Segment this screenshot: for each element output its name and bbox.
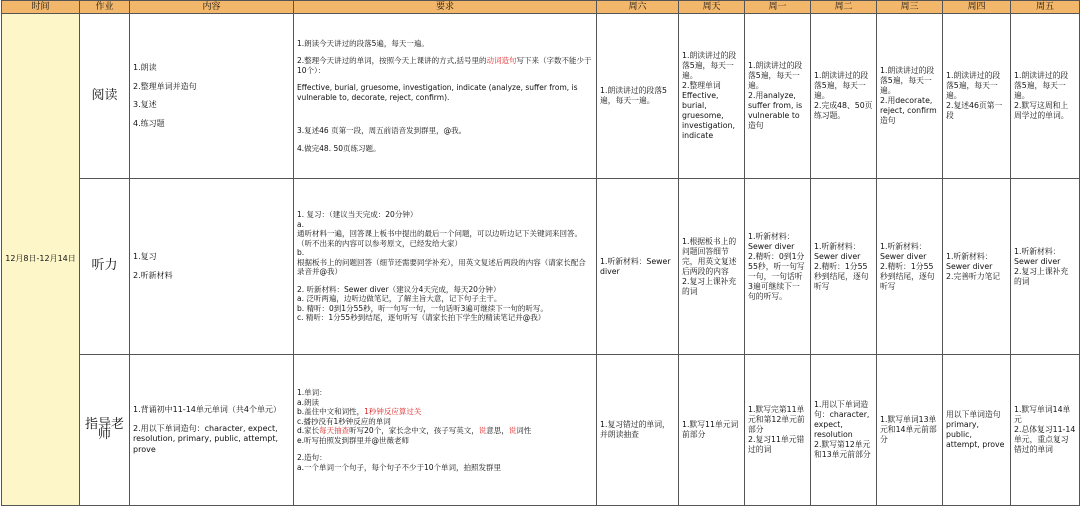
header-thu: 周四: [943, 1, 1011, 14]
day-mon: 1.听新材料：Sewer diver 2.精听：0到1分55秒，听一句写一句，一句话听3遍可继续下一句的听写。: [745, 179, 811, 355]
time-range-cell: 12月8日-12月14日: [2, 14, 80, 506]
requirement-cell: 1. 复习：（建议当天完成：20分钟） a. 通听材料一遍，回答课上板书中提出的最后一个问题，可以边听边记下关键词来回答。（听不出来的内容可以参考原文，已经发给大家） b. 根据板书上的问题回答（细节还需要同学补充），用英文复述后两段的内容（请家长配合录音并@我） 2. 听新材料：Sewer diver（建议分4天完成，每天20分钟） a. 泛听两遍，边听边做笔记，了解主旨大意，记下句子主干。 b. 精听：0到1分55秒，听一句写一句，一句话听3遍可继续下一句的听写。 c. 精听：1分55秒到结尾，逐句听写（请家长拍下学生的精读笔记并@我）: [294, 179, 597, 355]
day-tue: 1.听新材料：Sewer diver 2.精听：1分55秒到结尾，逐句听写: [811, 179, 877, 355]
header-mon: 周一: [745, 1, 811, 14]
homework-reading: 阅读: [80, 14, 130, 179]
header-sat: 周六: [597, 1, 679, 14]
header-homework: 作业: [80, 1, 130, 14]
content-cell: 1.朗读 2.整理单词并造句 3.复述 4.练习题: [130, 14, 294, 179]
header-tue: 周二: [811, 1, 877, 14]
day-thu: 1.朗读讲过的段落5遍，每天一遍。 2.复述46页第一段: [943, 14, 1011, 179]
day-fri: 1.朗读讲过的段落5遍，每天一遍。 2.默写这周和上周学过的单词。: [1011, 14, 1080, 179]
day-wed: 1.朗读讲过的段落5遍，每天一遍。 2.用decorate, reject, confirm造句: [877, 14, 943, 179]
content-cell: 1.复习 2.听新材料: [130, 179, 294, 355]
content-cell: 1.背诵初中11-14单元单词（共4个单元） 2.用以下单词造句：character, expect, resolution, primary, public, attempt, prove: [130, 355, 294, 506]
day-sun: 1.朗读讲过的段落5遍，每天一遍。 2.整理单词Effective, burial, gruesome, investigation, indicate: [679, 14, 745, 179]
day-wed: 1.听新材料：Sewer diver 2.精听：1分55秒到结尾，逐句听写: [877, 179, 943, 355]
header-wed: 周三: [877, 1, 943, 14]
header-requirement: 要求: [294, 1, 597, 14]
day-sat: 1.朗读讲过的段落5遍，每天一遍。: [597, 14, 679, 179]
homework-schedule-table: [1, 0, 1080, 506]
header-row: [2, 1, 1080, 14]
day-tue: 1.用以下单词造句：character, expect, resolution 2.默写第12单元和13单元前部分: [811, 355, 877, 506]
day-sun: 1.根据板书上的问题回答细节完，用英文复述后两段的内容 2.复习上课补充的词: [679, 179, 745, 355]
day-mon: 1.朗读讲过的段落5遍，每天一遍。 2.用analyze, suffer from, is vulnerable to造句: [745, 14, 811, 179]
requirement-cell: 1.单词： a.朗读 b.盖住中文和词性，1秒钟反应算过关 c.播抄没有1秒钟反应的单词 d.家长每天抽查听写20个，家长念中文，孩子写英文，说意思，说词性 e.听写拍照发到群里并@世薇老师 2.造句： a.一个单词一个句子，每个句子不少于10个单词，拍照发群里: [294, 355, 597, 506]
table-row: [2, 355, 1080, 506]
day-wed: 1.默写单词13单元和14单元前部分: [877, 355, 943, 506]
day-mon: 1.默写完第11单元和第12单元前部分 2.复习11单元错过的词: [745, 355, 811, 506]
day-thu: 1.听新材料：Sewer diver 2.完善听力笔记: [943, 179, 1011, 355]
header-time: 时间: [2, 1, 80, 14]
day-sat: 1.听新材料：Sewer diver: [597, 179, 679, 355]
day-fri: 1.听新材料：Sewer diver 2.复习上课补充的词: [1011, 179, 1080, 355]
day-sat: 1.复习错过的单词，并朗读抽查: [597, 355, 679, 506]
requirement-cell: 1.朗读今天讲过的段落5遍，每天一遍。 2.整理今天讲过的单词，按照今天上课讲的方式,括号里的动词造句写下来（字数不能少于10个）： Effective, burial, gruesome, investigation, indicate (analyze, suffer from, is vulnerable to, decorate, reject, confirm). 3.复述46 页第一段，周五前语音发到群里，@我。 4.做完48. 50页练习题。: [294, 14, 597, 179]
homework-listening: 听力: [80, 179, 130, 355]
header-content: 内容: [130, 1, 294, 14]
day-sun: 1.默写11单元词前部分: [679, 355, 745, 506]
table-row: [2, 179, 1080, 355]
homework-tutor: 指导老师: [80, 355, 130, 506]
day-thu: 用以下单词造句primary, public, attempt, prove: [943, 355, 1011, 506]
day-tue: 1.朗读讲过的段落5遍，每天一遍。 2.完成48、50页练习题。: [811, 14, 877, 179]
table-row: [2, 14, 1080, 179]
header-sun: 周天: [679, 1, 745, 14]
day-fri: 1.默写单词14单元 2.总体复习11-14单元，重点复习错过的单词: [1011, 355, 1080, 506]
header-fri: 周五: [1011, 1, 1080, 14]
